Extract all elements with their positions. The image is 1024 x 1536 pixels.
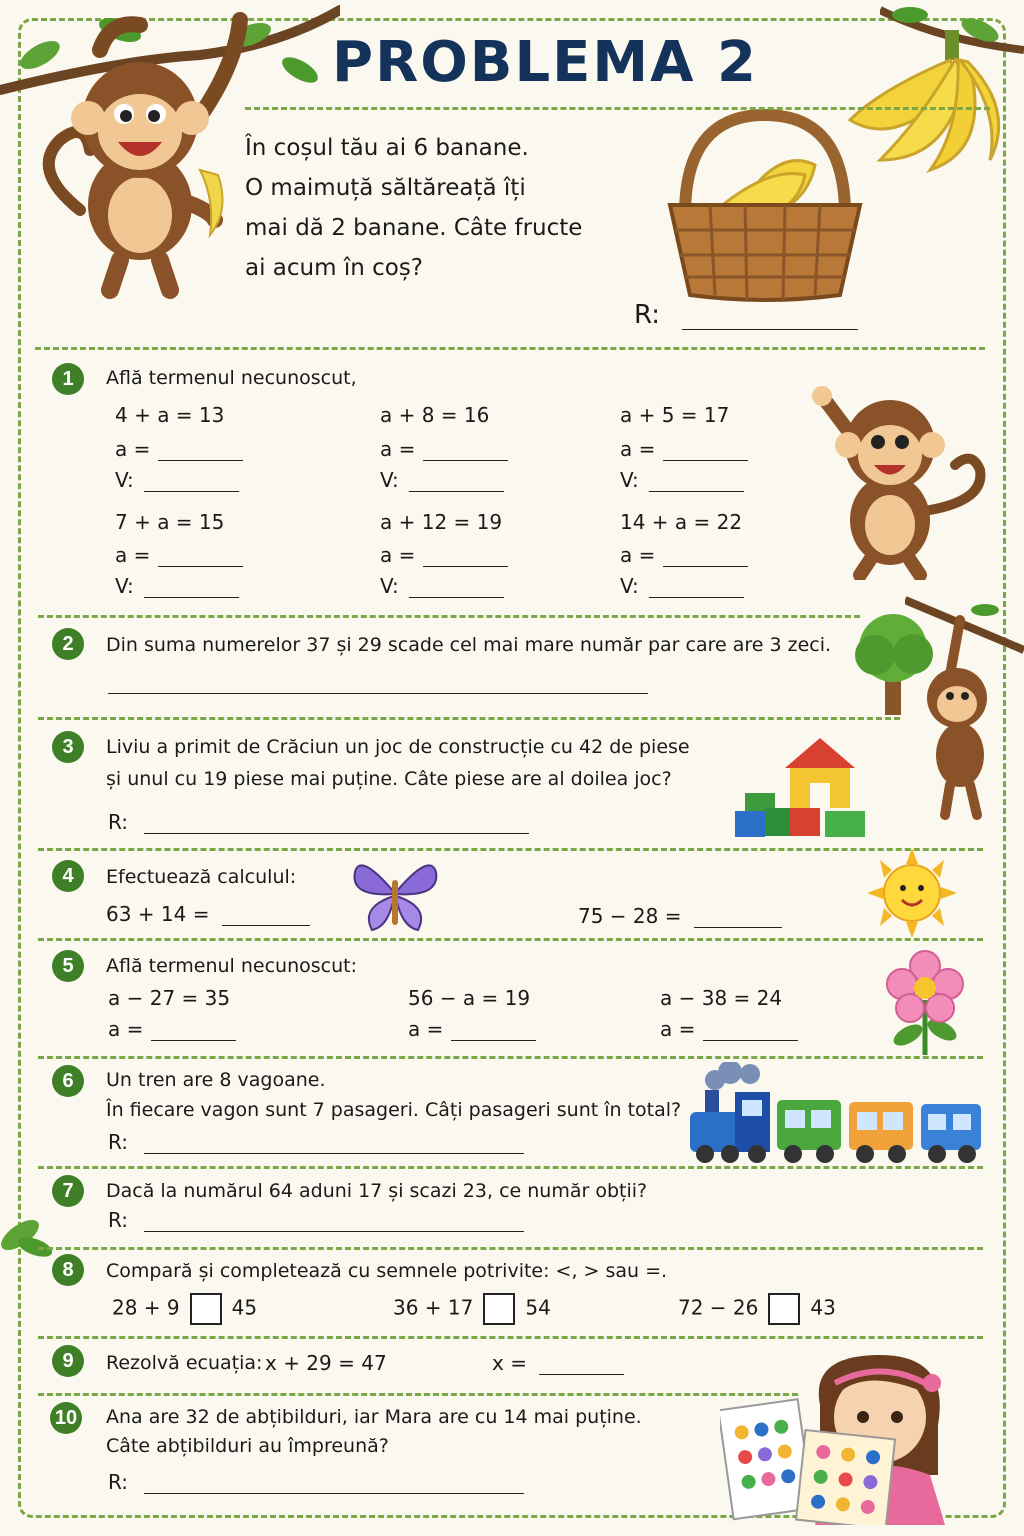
q3-line1: Liviu a primit de Crăciun un joc de construcție cu 42 de piese [106, 736, 690, 758]
answer-blank[interactable] [663, 566, 748, 567]
question-number-2: 2 [52, 628, 84, 660]
answer-blank[interactable] [409, 491, 504, 492]
x-label: x = [492, 1351, 527, 1375]
divider [38, 717, 900, 720]
a-label: a = [380, 543, 416, 567]
divider [38, 938, 983, 941]
answer-blank[interactable] [409, 597, 504, 598]
comparison-left: 28 + 9 [112, 1295, 180, 1320]
q1-equation: 7 + a = 15 [115, 510, 225, 534]
q4-text: Efectuează calculul: [106, 866, 297, 888]
q10-answer [108, 1470, 524, 1494]
v-label: V: [115, 574, 134, 598]
monkey-icon [800, 380, 990, 580]
divider [35, 347, 985, 350]
q1-a-row [380, 437, 508, 461]
intro-line: O maimuță săltăreață îți [245, 175, 526, 201]
q1-a-row [380, 543, 508, 567]
v-label: V: [620, 468, 639, 492]
q6-answer [108, 1130, 524, 1154]
q1-a-row [620, 437, 748, 461]
q1-v-row [115, 574, 239, 598]
q6-line1: Un tren are 8 vagoane. [106, 1069, 326, 1091]
flower-icon [880, 950, 970, 1060]
answer-blank[interactable] [451, 1040, 536, 1041]
monkey-icon [905, 580, 1024, 830]
q10-line2: Câte abțibilduri au împreună? [106, 1435, 389, 1457]
basket-icon [665, 105, 865, 305]
q5-text: Află termenul necunoscut: [106, 955, 357, 977]
girl-stickers-icon [720, 1345, 980, 1525]
answer-blank[interactable] [649, 597, 744, 598]
answer-blank[interactable] [144, 597, 239, 598]
answer-blank[interactable] [144, 491, 239, 492]
question-number-9: 9 [52, 1345, 84, 1377]
q6-line2: În fiecare vagon sunt 7 pasageri. Câți pasageri sunt în total? [106, 1099, 682, 1121]
answer-blank[interactable] [423, 566, 508, 567]
page-title: PROBLEMA 2 [332, 30, 758, 95]
comparison-box[interactable] [190, 1293, 222, 1325]
answer-blank[interactable] [222, 925, 310, 926]
a-label: a = [660, 1017, 696, 1041]
sun-icon [862, 848, 962, 938]
answer-label: R: [634, 300, 661, 330]
a-label: a = [620, 543, 656, 567]
comparison-left: 72 − 26 [678, 1295, 759, 1320]
comparison-row [393, 1293, 551, 1325]
comparison-right: 54 [525, 1295, 551, 1320]
q1-text: Află termenul necunoscut, [106, 367, 357, 389]
question-number-4: 4 [52, 860, 84, 892]
question-number-5: 5 [52, 950, 84, 982]
answer-blank[interactable] [663, 460, 748, 461]
divider [38, 1166, 983, 1169]
v-label: V: [380, 468, 399, 492]
v-label: V: [115, 468, 134, 492]
divider [38, 1393, 798, 1396]
q5-equation: a − 38 = 24 [660, 986, 783, 1010]
answer-blank[interactable] [144, 1231, 524, 1232]
q1-equation: 4 + a = 13 [115, 403, 225, 427]
q5-a-row [408, 1017, 536, 1041]
q1-a-row [115, 437, 243, 461]
answer-blank[interactable] [144, 833, 529, 834]
q10-line1: Ana are 32 de abțibilduri, iar Mara are cu 14 mai puține. [106, 1406, 642, 1428]
answer-blank[interactable] [694, 927, 782, 928]
divider [38, 848, 983, 851]
divider [38, 1056, 983, 1059]
q5-equation: 56 − a = 19 [408, 986, 531, 1010]
q8-text: Compară și completează cu semnele potrivite: <, > sau =. [106, 1260, 668, 1282]
v-label: V: [620, 574, 639, 598]
a-label: a = [115, 437, 151, 461]
question-number-7: 7 [52, 1175, 84, 1207]
q1-v-row [115, 468, 239, 492]
intro-line: ai acum în coș? [245, 255, 424, 281]
question-number-6: 6 [52, 1065, 84, 1097]
q4-expression [106, 902, 310, 926]
q2-text: Din suma numerelor 37 și 29 scade cel mai mare număr par care are 3 zeci. [106, 634, 832, 656]
q7-answer [108, 1208, 524, 1232]
q1-a-row [115, 543, 243, 567]
q1-v-row [620, 468, 744, 492]
a-label: a = [620, 437, 656, 461]
q5-a-row [660, 1017, 798, 1041]
q7-text: Dacă la numărul 64 aduni 17 și scazi 23, ce număr obții? [106, 1180, 648, 1202]
comparison-right: 43 [810, 1295, 836, 1320]
q1-equation: a + 5 = 17 [620, 403, 730, 427]
divider [245, 107, 990, 110]
question-number-3: 3 [52, 731, 84, 763]
comparison-left: 36 + 17 [393, 1295, 474, 1320]
answer-blank[interactable] [108, 672, 648, 694]
q1-v-row [620, 574, 744, 598]
intro-problem [245, 128, 582, 288]
v-label: V: [380, 574, 399, 598]
q9-x-row [492, 1351, 624, 1375]
leaf-icon [0, 1205, 60, 1265]
q5-a-row [108, 1017, 236, 1041]
intro-line: mai dă 2 banane. Câte fructe [245, 215, 583, 241]
question-number-1: 1 [52, 363, 84, 395]
q3-line2: și unul cu 19 piese mai puține. Câte piese are al doilea joc? [106, 768, 672, 790]
intro-answer [634, 300, 858, 330]
q1-v-row [380, 574, 504, 598]
comparison-right: 45 [231, 1295, 258, 1320]
answer-blank[interactable] [158, 566, 243, 567]
q9-equation: x + 29 = 47 [265, 1351, 387, 1375]
expression-text: 63 + 14 = [106, 902, 210, 926]
comparison-box[interactable] [483, 1293, 515, 1325]
answer-blank[interactable] [144, 1153, 524, 1154]
divider [38, 1247, 983, 1250]
question-number-10: 10 [50, 1402, 82, 1434]
answer-blank[interactable] [539, 1374, 624, 1375]
expression-text: 75 − 28 = [578, 904, 682, 928]
answer-label: R: [108, 810, 129, 834]
q1-equation: a + 12 = 19 [380, 510, 503, 534]
a-label: a = [380, 437, 416, 461]
q4-expression [578, 904, 782, 928]
divider [38, 615, 860, 618]
answer-blank[interactable] [682, 329, 858, 330]
train-icon [685, 1062, 985, 1167]
comparison-box[interactable] [768, 1293, 800, 1325]
toy-blocks-icon [735, 733, 870, 838]
divider [38, 1336, 983, 1339]
comparison-row [112, 1293, 257, 1325]
question-number-8: 8 [52, 1254, 84, 1286]
answer-blank[interactable] [649, 491, 744, 492]
comparison-row [678, 1293, 836, 1325]
q9-text: Rezolvă ecuația: [106, 1352, 263, 1374]
answer-label: R: [108, 1130, 129, 1154]
q1-equation: a + 8 = 16 [380, 403, 490, 427]
intro-line: În coșul tău ai 6 banane. [245, 135, 529, 161]
answer-blank[interactable] [158, 460, 243, 461]
q3-answer [108, 810, 529, 834]
butterfly-icon [350, 852, 440, 934]
answer-label: R: [108, 1470, 129, 1494]
q5-equation: a − 27 = 35 [108, 986, 231, 1010]
q1-a-row [620, 543, 748, 567]
a-label: a = [408, 1017, 444, 1041]
a-label: a = [115, 543, 151, 567]
answer-blank[interactable] [423, 460, 508, 461]
answer-blank[interactable] [144, 1493, 524, 1494]
q1-v-row [380, 468, 504, 492]
a-label: a = [108, 1017, 144, 1041]
answer-blank[interactable] [151, 1040, 236, 1041]
q1-equation: 14 + a = 22 [620, 510, 743, 534]
answer-blank[interactable] [703, 1040, 798, 1041]
answer-label: R: [108, 1208, 129, 1232]
